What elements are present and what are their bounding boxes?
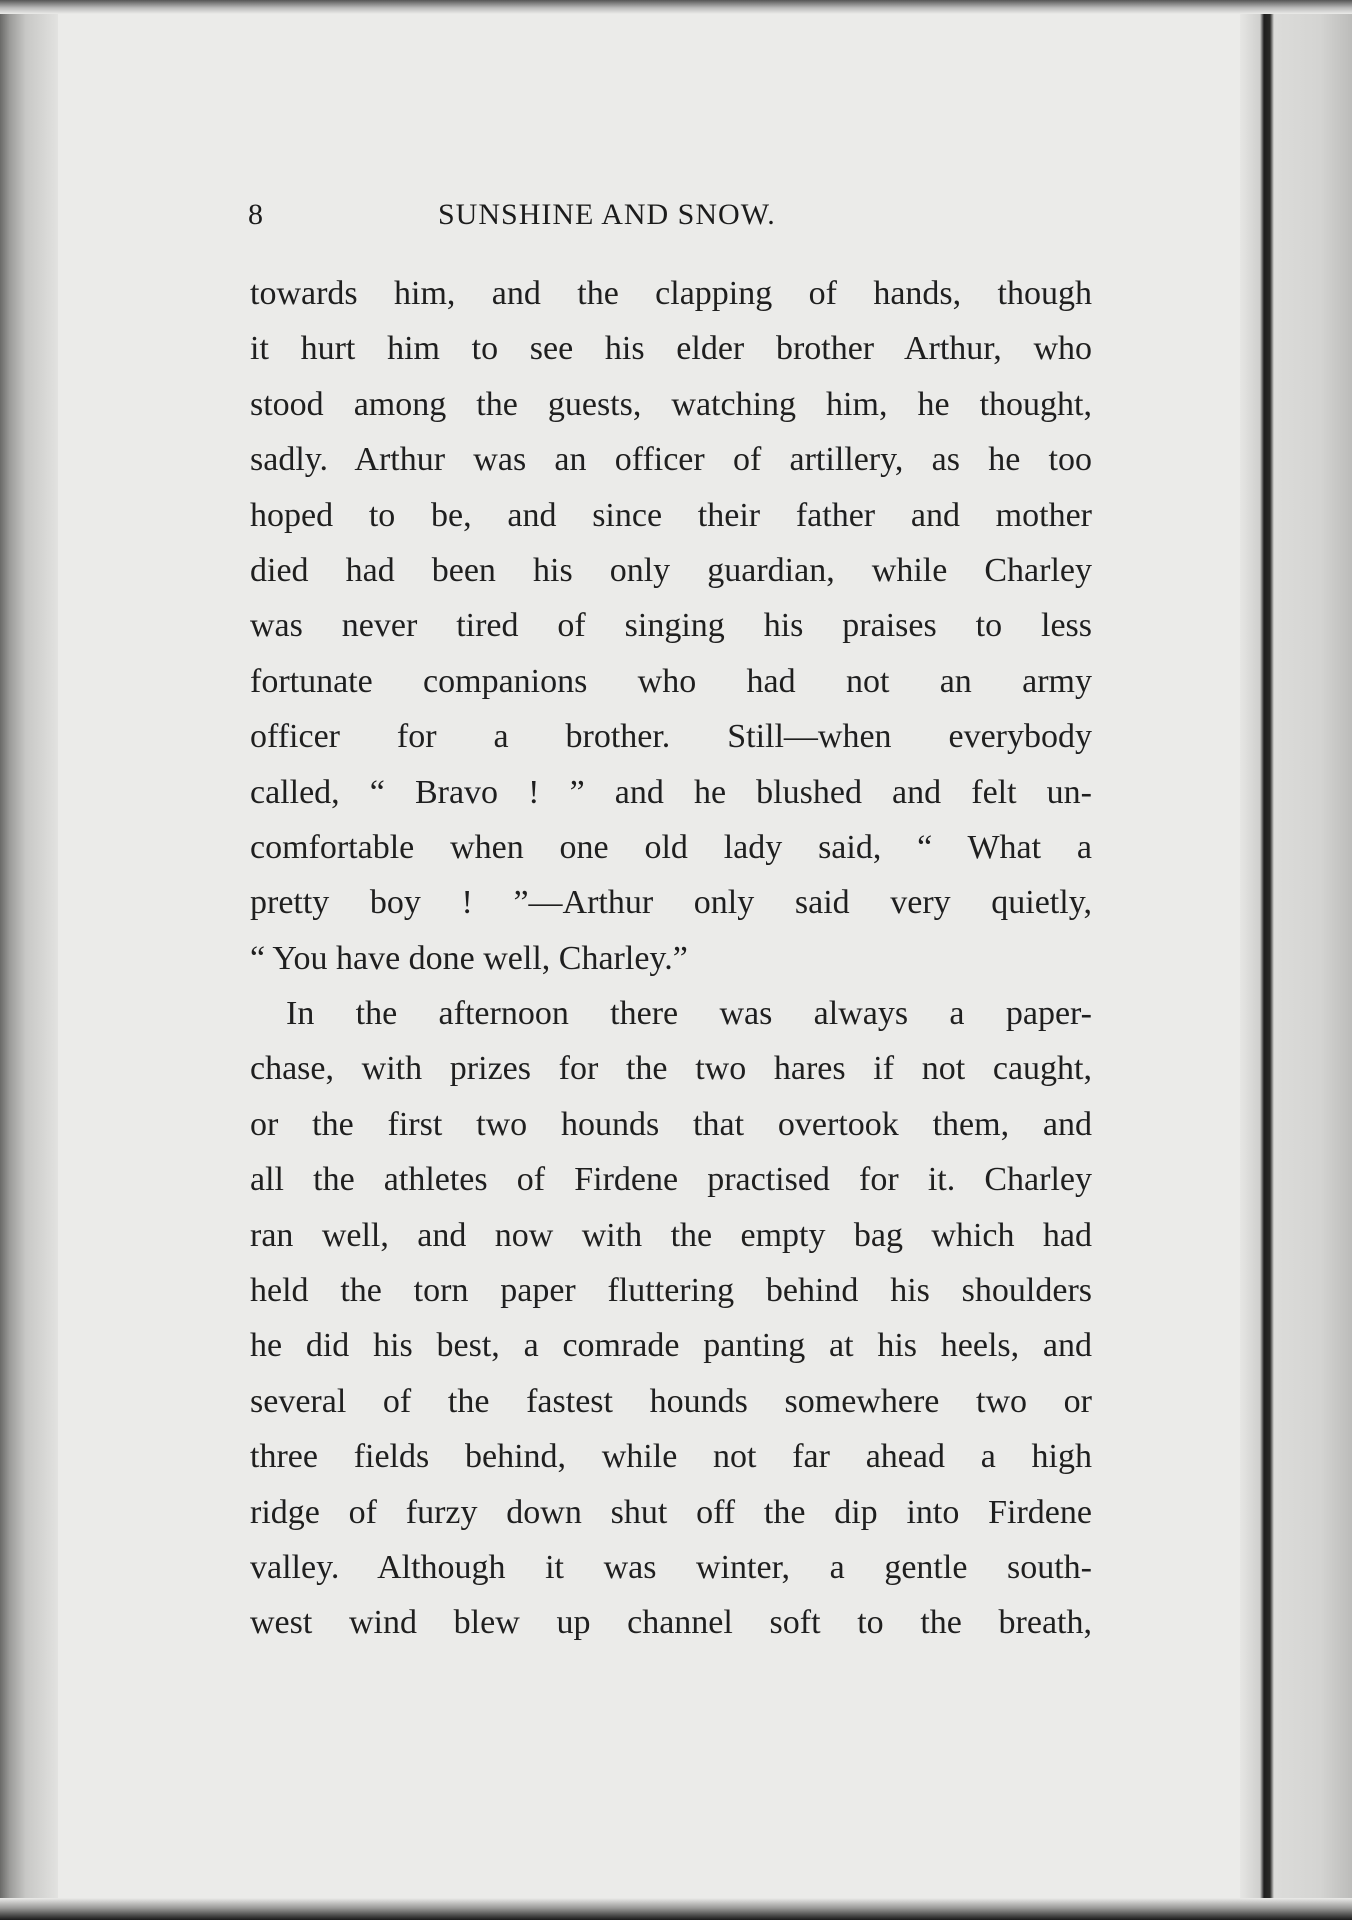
- text-line: fortunate companions who had not an army: [250, 662, 1092, 700]
- page-number: 8: [248, 198, 264, 231]
- text-line: it hurt him to see his elder brother Arthur, who: [250, 330, 1092, 368]
- text-line: held the torn paper fluttering behind his shoulders: [250, 1272, 1092, 1310]
- text-line: was never tired of singing his praises to less: [250, 607, 1092, 645]
- text-line: ran well, and now with the empty bag which had: [250, 1216, 1092, 1254]
- text-line: comfortable when one old lady said, “ What a: [250, 828, 1092, 866]
- text-line: died had been his only guardian, while Charley: [250, 551, 1092, 589]
- text-line: stood among the guests, watching him, he thought,: [250, 385, 1092, 423]
- text-line: or the first two hounds that overtook them, and: [250, 1105, 1092, 1143]
- text-line: hoped to be, and since their father and mother: [250, 496, 1092, 534]
- page-bottom-edge: [0, 1898, 1352, 1920]
- paragraph-1: [250, 266, 1092, 986]
- page-top-edge: [0, 0, 1352, 14]
- text-line: several of the fastest hounds somewhere two or: [250, 1382, 1092, 1420]
- text-line: “ You have done well, Charley.”: [250, 939, 688, 977]
- text-line: towards him, and the clapping of hands, though: [250, 275, 1092, 312]
- text-line: called, “ Bravo ! ” and he blushed and felt un-: [250, 773, 1092, 811]
- text-line: all the athletes of Firdene practised for it. Charley: [250, 1161, 1092, 1199]
- text-line: three fields behind, while not far ahead a high: [250, 1438, 1092, 1476]
- text-line: chase, with prizes for the two hares if not caught,: [250, 1050, 1092, 1088]
- text-line: west wind blew up channel soft to the breath,: [250, 1604, 1092, 1642]
- body-text: [250, 266, 1092, 1651]
- paragraph-2: [250, 986, 1092, 1651]
- running-title: SUNSHINE AND SNOW.: [438, 198, 776, 231]
- text-line: ridge of furzy down shut off the dip into Firdene: [250, 1493, 1092, 1531]
- text-line: he did his best, a comrade panting at his heels, and: [250, 1327, 1092, 1365]
- text-line: valley. Although it was winter, a gentle south-: [250, 1548, 1092, 1586]
- running-head: [248, 198, 1088, 238]
- text-line: pretty boy ! ”—Arthur only said very quietly,: [250, 884, 1092, 922]
- page-fore-edge: [1240, 0, 1352, 1920]
- text-line: In the afternoon there was always a paper-: [286, 995, 1092, 1033]
- text-line: sadly. Arthur was an officer of artillery, as he too: [250, 441, 1092, 479]
- page-binding-shadow: [0, 0, 58, 1920]
- text-line: officer for a brother. Still—when everybody: [250, 718, 1092, 756]
